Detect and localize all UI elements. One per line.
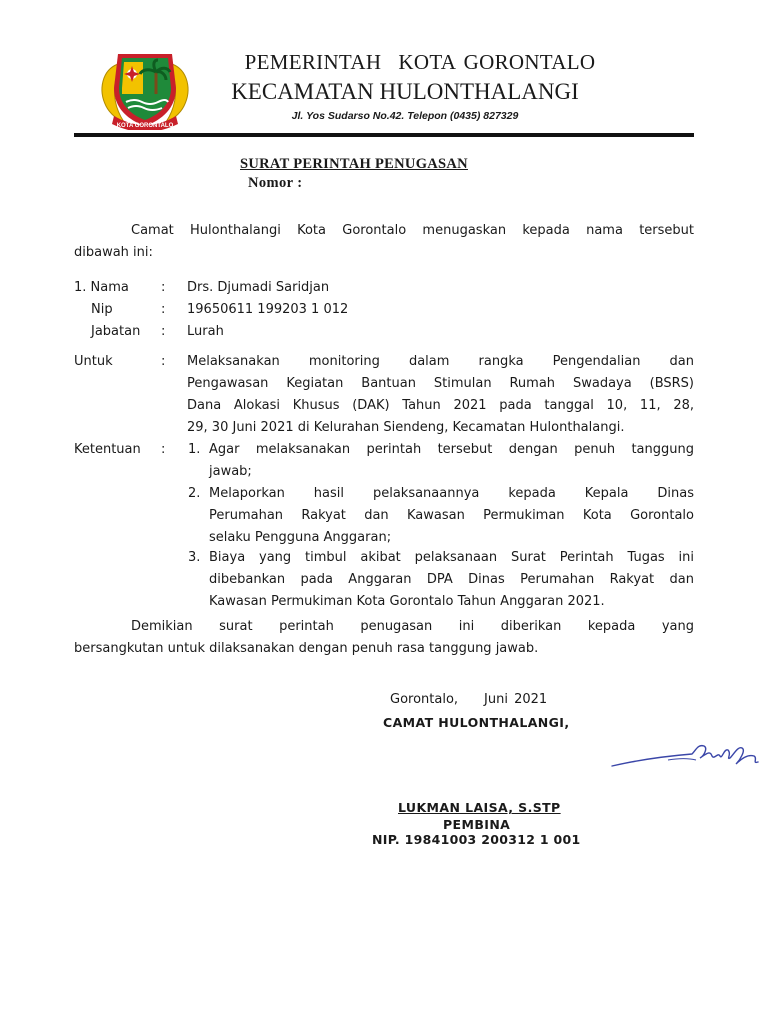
field-row-nip (74, 299, 694, 321)
closing-line: bersangkutan untuk dilaksanakan dengan penuh rasa tanggung jawab. (74, 641, 539, 656)
letterhead-address: Jl. Yos Sudarso No.42. Telepon (0435) 827329 (291, 110, 519, 122)
signoff-place: Gorontalo, (390, 692, 459, 707)
signatory-name: LUKMAN LAISA, S.STP (398, 800, 561, 815)
purpose-line: Pengawasan Kegiatan Bantuan Stimulan Rumah Swadaya (BSRS) (187, 376, 694, 391)
field-label: 1. Nama (74, 280, 129, 295)
provisions-label: Ketentuan (74, 442, 141, 457)
handwritten-signature (608, 738, 768, 772)
field-label: Nip (91, 302, 113, 317)
intro-line: Camat Hulonthalangi Kota Gorontalo menugaskan kepada nama tersebut (131, 223, 694, 238)
provision-item (188, 439, 694, 483)
purpose-section (74, 351, 694, 439)
field-row-position (74, 321, 694, 343)
document-number: Nomor : (248, 175, 303, 191)
field-label: Jabatan (91, 324, 141, 339)
purpose-line: 29, 30 Juni 2021 di Kelurahan Siendeng, Kecamatan Hulonthalangi. (187, 420, 625, 435)
provisions-colon: : (161, 442, 166, 457)
provision-line: selaku Pengguna Anggaran; (209, 530, 392, 545)
signatory-nip: NIP. 19841003 200312 1 001 (372, 832, 581, 847)
closing-paragraph (74, 616, 694, 660)
purpose-colon: : (161, 354, 166, 369)
field-colon: : (161, 280, 166, 295)
provision-line: Kawasan Permukiman Kota Gorontalo Tahun Anggaran 2021. (209, 594, 605, 609)
provision-line: Melaporkan hasil pelaksanaannya kepada Kepala Dinas (209, 486, 694, 501)
place-date (390, 692, 547, 707)
purpose-text (187, 351, 694, 439)
field-value: Lurah (187, 324, 224, 339)
letterhead-district: KECAMATAN HULONTHALANGI (231, 79, 579, 104)
letterhead-government: PEMERINTAH KOTA GORONTALO (244, 50, 596, 74)
provision-line: jawab; (209, 464, 252, 479)
field-row-name (74, 277, 694, 299)
provision-line: Biaya yang timbul akibat pelaksanaan Surat Perintah Tugas ini (209, 550, 694, 565)
provision-number: 3. (188, 550, 201, 565)
provision-line: Agar melaksanakan perintah tersebut dengan penuh tanggung (209, 442, 694, 457)
purpose-line: Melaksanakan monitoring dalam rangka Pengendalian dan (187, 354, 694, 369)
purpose-line: Dana Alokasi Khusus (DAK) Tahun 2021 pada tanggal 10, 11, 28, (187, 398, 694, 413)
provision-line: dibebankan pada Anggaran DPA Dinas Perumahan Rakyat dan (209, 572, 694, 587)
letterhead-divider (74, 133, 694, 137)
provision-number: 2. (188, 486, 201, 501)
field-value: Drs. Djumadi Saridjan (187, 280, 330, 295)
provision-number: 1. (188, 442, 201, 457)
logo-ribbon-text: KOTA GORONTALO (116, 123, 174, 129)
provision-line: Perumahan Rakyat dan Kawasan Permukiman Kota Gorontalo (209, 508, 694, 523)
city-emblem-logo (96, 44, 194, 130)
signoff-date: Juni 2021 (484, 692, 548, 707)
signatory-rank: PEMBINA (443, 817, 511, 832)
intro-paragraph (74, 220, 694, 264)
closing-line: Demikian surat perintah penugasan ini diberikan kepada yang (131, 619, 694, 634)
provision-item (188, 483, 694, 549)
field-colon: : (161, 324, 166, 339)
field-value: 19650611 199203 1 012 (187, 302, 349, 317)
purpose-label: Untuk (74, 354, 113, 369)
signatory-position: CAMAT HULONTHALANGI, (383, 715, 570, 730)
intro-line: dibawah ini: (74, 245, 153, 260)
provision-item (188, 547, 694, 613)
field-colon: : (161, 302, 166, 317)
document-title: SURAT PERINTAH PENUGASAN (240, 156, 468, 172)
